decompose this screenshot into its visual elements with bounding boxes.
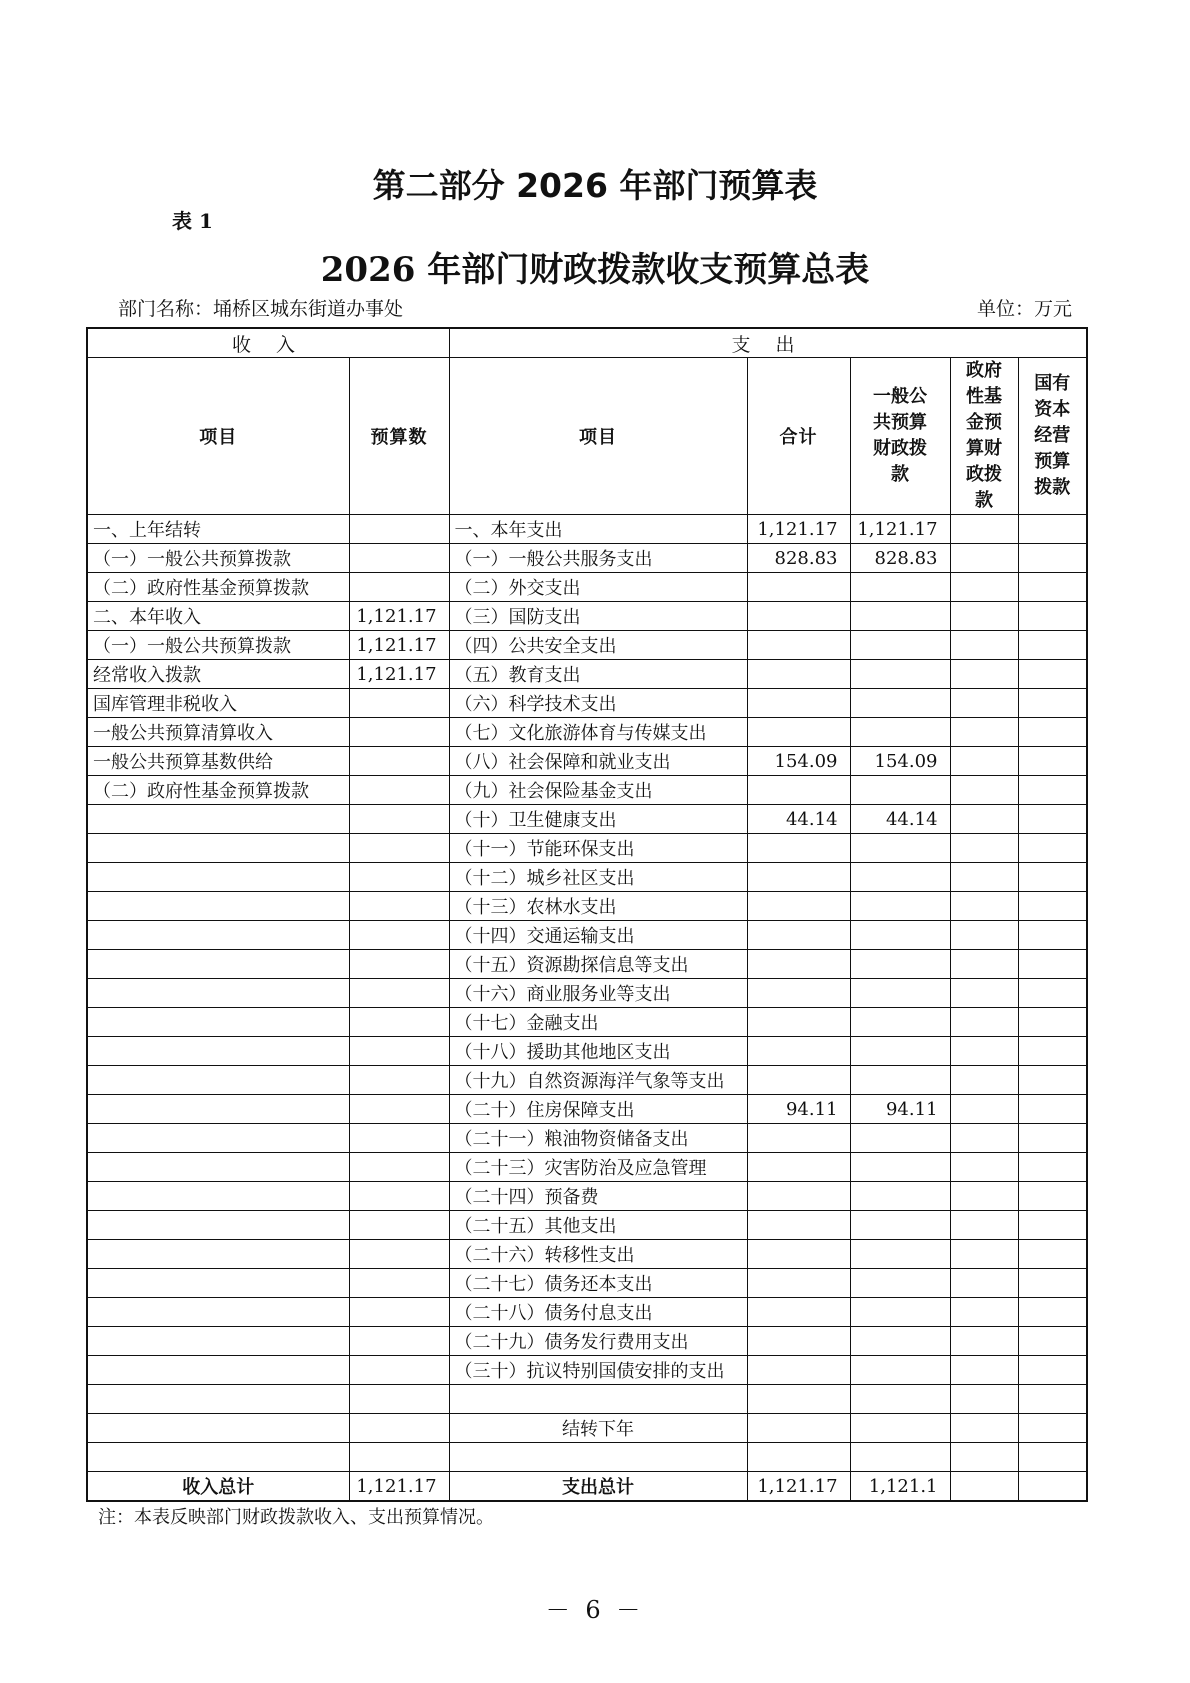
table-row	[87, 863, 1087, 892]
gov-fund-cell	[950, 1037, 1018, 1066]
income-value-cell	[349, 573, 449, 602]
income-item-cell	[87, 834, 349, 863]
expense-total-cell: 154.09	[747, 747, 850, 776]
table-row	[87, 1211, 1087, 1240]
state-capital-cell	[1018, 1443, 1087, 1472]
state-capital-cell	[1018, 1124, 1087, 1153]
table-row	[87, 1240, 1087, 1269]
expense-total-cell	[747, 1385, 850, 1414]
expense-general-cell	[850, 979, 950, 1008]
expense-item-header: 项目	[449, 358, 747, 515]
expense-general-cell	[850, 1327, 950, 1356]
income-item-cell	[87, 979, 349, 1008]
totals-row	[87, 1472, 1087, 1502]
expense-total-cell	[747, 1414, 850, 1443]
expense-general-cell	[850, 1298, 950, 1327]
state-capital-cell	[1018, 718, 1087, 747]
table-row	[87, 1153, 1087, 1182]
table-row	[87, 747, 1087, 776]
expense-general-cell	[850, 573, 950, 602]
expense-total-cell	[747, 1298, 850, 1327]
expense-item-cell: （十六）商业服务业等支出	[449, 979, 747, 1008]
state-capital-cell	[1018, 747, 1087, 776]
income-value-cell	[349, 1153, 449, 1182]
income-item-cell: （二）政府性基金预算拨款	[87, 573, 349, 602]
income-value-cell	[349, 1385, 449, 1414]
expense-general-cell	[850, 892, 950, 921]
expense-item-cell: （二十五）其他支出	[449, 1211, 747, 1240]
unit-label: 单位：万元	[976, 298, 1072, 320]
expense-total-cell	[747, 1269, 850, 1298]
gov-fund-cell	[950, 1443, 1018, 1472]
gov-fund-cell	[950, 1066, 1018, 1095]
expense-item-cell: （二十）住房保障支出	[449, 1095, 747, 1124]
income-value-cell	[349, 1211, 449, 1240]
income-value-cell	[349, 1095, 449, 1124]
expense-total-cell	[747, 1182, 850, 1211]
gov-fund-cell	[950, 805, 1018, 834]
expense-header: 支 出	[449, 328, 1087, 358]
gov-fund-cell	[950, 1095, 1018, 1124]
table-row	[87, 718, 1087, 747]
income-value-cell	[349, 1327, 449, 1356]
table-row	[87, 631, 1087, 660]
income-value-cell	[349, 1269, 449, 1298]
expense-general-cell	[850, 1066, 950, 1095]
state-capital-cell	[1018, 1385, 1087, 1414]
expense-item-cell: （二十三）灾害防治及应急管理	[449, 1153, 747, 1182]
state-capital-cell	[1018, 892, 1087, 921]
income-item-cell: （一）一般公共预算拨款	[87, 631, 349, 660]
expense-total-cell	[747, 660, 850, 689]
expense-item-cell: （十）卫生健康支出	[449, 805, 747, 834]
expense-general-cell	[850, 1008, 950, 1037]
income-value-cell: 1,121.17	[349, 660, 449, 689]
expense-total-cell	[747, 950, 850, 979]
gov-fund-cell	[950, 1298, 1018, 1327]
table-row	[87, 602, 1087, 631]
income-item-cell	[87, 950, 349, 979]
table-row	[87, 1356, 1087, 1385]
state-capital-cell	[1018, 834, 1087, 863]
income-item-cell	[87, 1327, 349, 1356]
expense-general-cell	[850, 1153, 950, 1182]
state-capital-cell	[1018, 631, 1087, 660]
expense-total-cell	[747, 718, 850, 747]
expense-item-cell: （七）文化旅游体育与传媒支出	[449, 718, 747, 747]
income-item-cell	[87, 1095, 349, 1124]
expense-total-cell: 828.83	[747, 544, 850, 573]
gov-fund-cell	[950, 1356, 1018, 1385]
gov-fund-cell	[950, 979, 1018, 1008]
expense-total-cell	[747, 689, 850, 718]
income-value-cell	[349, 718, 449, 747]
expense-general-cell: 828.83	[850, 544, 950, 573]
expense-item-cell: （二十七）债务还本支出	[449, 1269, 747, 1298]
income-header: 收 入	[87, 328, 449, 358]
income-item-cell: 一、上年结转	[87, 515, 349, 544]
expense-general-cell	[850, 1240, 950, 1269]
income-value-cell	[349, 689, 449, 718]
expense-total-cell	[747, 602, 850, 631]
income-value-cell	[349, 1008, 449, 1037]
expense-total-cell	[747, 1443, 850, 1472]
gov-fund-cell	[950, 834, 1018, 863]
income-value-cell	[349, 747, 449, 776]
expense-general-cell	[850, 718, 950, 747]
expense-general-cell	[850, 1211, 950, 1240]
income-item-cell	[87, 892, 349, 921]
table-row	[87, 1124, 1087, 1153]
income-value-cell	[349, 515, 449, 544]
income-item-cell	[87, 863, 349, 892]
state-capital-cell	[1018, 921, 1087, 950]
gov-fund-cell	[950, 1385, 1018, 1414]
expense-general-cell	[850, 863, 950, 892]
expense-total-label: 支出总计	[449, 1472, 747, 1502]
income-value-cell	[349, 892, 449, 921]
state-capital-cell	[1018, 544, 1087, 573]
gov-fund-cell	[950, 776, 1018, 805]
table-number: 表 1	[172, 209, 213, 233]
table-row	[87, 892, 1087, 921]
income-item-cell	[87, 1298, 349, 1327]
expense-total-cell	[747, 1240, 850, 1269]
income-total-value: 1,121.17	[349, 1472, 449, 1502]
expense-item-cell: （十三）农林水支出	[449, 892, 747, 921]
expense-total-cell	[747, 863, 850, 892]
state-capital-cell	[1018, 1240, 1087, 1269]
state-capital-cell	[1018, 515, 1087, 544]
state-capital-cell	[1018, 1095, 1087, 1124]
expense-item-cell: （二十四）预备费	[449, 1182, 747, 1211]
table-row	[87, 1414, 1087, 1443]
income-value-cell	[349, 1037, 449, 1066]
table-row	[87, 1327, 1087, 1356]
gov-fund-cell	[950, 1240, 1018, 1269]
expense-general-cell	[850, 1124, 950, 1153]
expense-item-cell: （十一）节能环保支出	[449, 834, 747, 863]
income-item-cell	[87, 1240, 349, 1269]
table-row	[87, 1008, 1087, 1037]
gov-fund-cell	[950, 631, 1018, 660]
table-row	[87, 1443, 1087, 1472]
table-row	[87, 834, 1087, 863]
state-capital-cell	[1018, 1037, 1087, 1066]
income-item-header: 项目	[87, 358, 349, 515]
income-item-cell: 一般公共预算基数供给	[87, 747, 349, 776]
expense-general-cell	[850, 602, 950, 631]
expense-general-cell	[850, 1182, 950, 1211]
income-value-cell	[349, 950, 449, 979]
expense-item-cell: （十七）金融支出	[449, 1008, 747, 1037]
table-row	[87, 1298, 1087, 1327]
income-value-cell	[349, 805, 449, 834]
gov-fund-cell	[950, 515, 1018, 544]
gov-fund-cell	[950, 544, 1018, 573]
gov-fund-cell	[950, 892, 1018, 921]
table-row	[87, 805, 1087, 834]
income-item-cell	[87, 1008, 349, 1037]
gov-fund-cell	[950, 1008, 1018, 1037]
table-row	[87, 950, 1087, 979]
expense-item-cell: （四）公共安全支出	[449, 631, 747, 660]
expense-general-cell	[850, 1356, 950, 1385]
table-row	[87, 1095, 1087, 1124]
expense-general-cell	[850, 921, 950, 950]
expense-general-cell	[850, 1443, 950, 1472]
state-capital-cell	[1018, 1182, 1087, 1211]
income-budget-header: 预算数	[349, 358, 449, 515]
expense-item-cell: （十九）自然资源海洋气象等支出	[449, 1066, 747, 1095]
gov-fund-header: 政府性基金预算财政拨款	[950, 358, 1018, 515]
income-value-cell	[349, 1414, 449, 1443]
state-capital-cell	[1018, 950, 1087, 979]
gov-fund-cell	[950, 1327, 1018, 1356]
income-item-cell: （一）一般公共预算拨款	[87, 544, 349, 573]
expense-general-cell	[850, 660, 950, 689]
gov-fund-cell	[950, 921, 1018, 950]
expense-total-cell: 44.14	[747, 805, 850, 834]
table-row	[87, 1385, 1087, 1414]
expense-item-cell: （二十六）转移性支出	[449, 1240, 747, 1269]
state-capital-cell	[1018, 776, 1087, 805]
state-capital-cell	[1018, 602, 1087, 631]
state-capital-cell	[1018, 573, 1087, 602]
income-item-cell: 一般公共预算清算收入	[87, 718, 349, 747]
income-item-cell	[87, 1414, 349, 1443]
expense-item-cell: （二十一）粮油物资储备支出	[449, 1124, 747, 1153]
income-item-cell: （二）政府性基金预算拨款	[87, 776, 349, 805]
expense-total-cell	[747, 892, 850, 921]
income-value-cell: 1,121.17	[349, 631, 449, 660]
expense-general-cell: 44.14	[850, 805, 950, 834]
state-capital-cell	[1018, 660, 1087, 689]
expense-general-cell: 154.09	[850, 747, 950, 776]
income-item-cell: 二、本年收入	[87, 602, 349, 631]
expense-general-cell: 1,121.17	[850, 515, 950, 544]
state-capital-cell	[1018, 979, 1087, 1008]
state-capital-cell	[1018, 1414, 1087, 1443]
table-note: 注：本表反映部门财政拨款收入、支出预算情况。	[98, 1507, 494, 1528]
income-value-cell	[349, 921, 449, 950]
income-item-cell	[87, 1385, 349, 1414]
income-value-cell	[349, 863, 449, 892]
table-row	[87, 1182, 1087, 1211]
state-capital-cell	[1018, 1153, 1087, 1182]
expense-general-cell	[850, 1037, 950, 1066]
expense-general-cell	[850, 631, 950, 660]
income-item-cell	[87, 1153, 349, 1182]
expense-total-cell	[747, 1124, 850, 1153]
table-row	[87, 1066, 1087, 1095]
table-row	[87, 515, 1087, 544]
expense-item-cell: 一、本年支出	[449, 515, 747, 544]
income-item-cell	[87, 1443, 349, 1472]
expense-general-cell	[850, 950, 950, 979]
expense-total-cell	[747, 834, 850, 863]
income-value-cell	[349, 1443, 449, 1472]
expense-total-cell	[747, 1066, 850, 1095]
expense-total-cell	[747, 1327, 850, 1356]
gov-fund-total-cell	[950, 1472, 1018, 1502]
expense-item-cell: （五）教育支出	[449, 660, 747, 689]
gov-fund-cell	[950, 863, 1018, 892]
gov-fund-cell	[950, 602, 1018, 631]
state-capital-cell	[1018, 1298, 1087, 1327]
expense-item-cell	[449, 1443, 747, 1472]
gov-fund-cell	[950, 1269, 1018, 1298]
state-capital-cell	[1018, 863, 1087, 892]
income-value-cell: 1,121.17	[349, 602, 449, 631]
table-row	[87, 544, 1087, 573]
state-capital-total-cell	[1018, 1472, 1087, 1502]
table-row	[87, 1269, 1087, 1298]
part-title: 第二部分 2026 年部门预算表	[372, 166, 818, 205]
expense-total-value: 1,121.17	[747, 1472, 850, 1502]
income-value-cell	[349, 1066, 449, 1095]
expense-general-cell	[850, 689, 950, 718]
gov-fund-cell	[950, 1211, 1018, 1240]
expense-item-cell: （六）科学技术支出	[449, 689, 747, 718]
income-value-cell	[349, 1124, 449, 1153]
table-row	[87, 660, 1087, 689]
income-item-cell	[87, 1182, 349, 1211]
expense-item-cell: （三十）抗议特别国债安排的支出	[449, 1356, 747, 1385]
income-value-cell	[349, 979, 449, 1008]
expense-total-cell	[747, 573, 850, 602]
table-row	[87, 573, 1087, 602]
gov-fund-cell	[950, 1414, 1018, 1443]
table-row	[87, 979, 1087, 1008]
expense-general-cell	[850, 1269, 950, 1298]
income-item-cell	[87, 1211, 349, 1240]
gov-fund-cell	[950, 1182, 1018, 1211]
income-item-cell: 经常收入拨款	[87, 660, 349, 689]
expense-total-cell	[747, 1037, 850, 1066]
income-item-cell	[87, 805, 349, 834]
expense-total-header: 合计	[747, 358, 850, 515]
state-capital-cell	[1018, 1327, 1087, 1356]
expense-general-cell	[850, 834, 950, 863]
expense-total-cell	[747, 1211, 850, 1240]
income-value-cell	[349, 1240, 449, 1269]
page-number: － 6 －	[545, 1596, 645, 1624]
expense-general-total-value: 1,121.1	[850, 1472, 950, 1502]
expense-item-cell: （八）社会保障和就业支出	[449, 747, 747, 776]
expense-total-cell	[747, 979, 850, 1008]
income-value-cell	[349, 776, 449, 805]
gov-fund-cell	[950, 950, 1018, 979]
income-item-cell	[87, 1037, 349, 1066]
expense-item-cell: 结转下年	[449, 1414, 747, 1443]
expense-item-cell: （九）社会保险基金支出	[449, 776, 747, 805]
income-item-cell: 国库管理非税收入	[87, 689, 349, 718]
department-name: 部门名称：埇桥区城东街道办事处	[118, 298, 404, 320]
state-capital-cell	[1018, 1008, 1087, 1037]
income-item-cell	[87, 921, 349, 950]
expense-total-cell: 94.11	[747, 1095, 850, 1124]
gov-fund-cell	[950, 747, 1018, 776]
expense-item-cell: （一）一般公共服务支出	[449, 544, 747, 573]
gov-fund-cell	[950, 718, 1018, 747]
gov-fund-cell	[950, 1153, 1018, 1182]
expense-item-cell: （二十八）债务付息支出	[449, 1298, 747, 1327]
state-capital-header: 国有资本经营预算拨款	[1018, 358, 1087, 515]
state-capital-cell	[1018, 689, 1087, 718]
table-title: 2026 年部门财政拨款收支预算总表	[320, 250, 870, 290]
expense-item-cell: （十二）城乡社区支出	[449, 863, 747, 892]
state-capital-cell	[1018, 1356, 1087, 1385]
income-item-cell	[87, 1269, 349, 1298]
income-item-cell	[87, 1066, 349, 1095]
expense-item-cell	[449, 1385, 747, 1414]
table-row	[87, 776, 1087, 805]
gov-fund-cell	[950, 689, 1018, 718]
income-item-cell	[87, 1124, 349, 1153]
expense-item-cell: （二十九）债务发行费用支出	[449, 1327, 747, 1356]
income-item-cell	[87, 1356, 349, 1385]
table-row	[87, 689, 1087, 718]
income-value-cell	[349, 1182, 449, 1211]
expense-general-cell	[850, 1414, 950, 1443]
expense-total-cell	[747, 1008, 850, 1037]
state-capital-cell	[1018, 1066, 1087, 1095]
expense-item-cell: （三）国防支出	[449, 602, 747, 631]
income-total-label: 收入总计	[87, 1472, 349, 1502]
expense-item-cell: （十四）交通运输支出	[449, 921, 747, 950]
expense-general-cell	[850, 776, 950, 805]
income-value-cell	[349, 1356, 449, 1385]
expense-total-cell	[747, 1356, 850, 1385]
expense-item-cell: （十五）资源勘探信息等支出	[449, 950, 747, 979]
expense-item-cell: （二）外交支出	[449, 573, 747, 602]
general-budget-header: 一般公共预算财政拨款	[850, 358, 950, 515]
expense-total-cell	[747, 921, 850, 950]
expense-total-cell	[747, 631, 850, 660]
budget-table	[86, 327, 1088, 1502]
expense-general-cell	[850, 1385, 950, 1414]
income-value-cell	[349, 544, 449, 573]
expense-total-cell: 1,121.17	[747, 515, 850, 544]
expense-total-cell	[747, 1153, 850, 1182]
expense-item-cell: （十八）援助其他地区支出	[449, 1037, 747, 1066]
table-row	[87, 921, 1087, 950]
expense-general-cell: 94.11	[850, 1095, 950, 1124]
table-row	[87, 1037, 1087, 1066]
income-value-cell	[349, 834, 449, 863]
state-capital-cell	[1018, 1269, 1087, 1298]
state-capital-cell	[1018, 805, 1087, 834]
state-capital-cell	[1018, 1211, 1087, 1240]
gov-fund-cell	[950, 573, 1018, 602]
gov-fund-cell	[950, 1124, 1018, 1153]
income-value-cell	[349, 1298, 449, 1327]
expense-total-cell	[747, 776, 850, 805]
gov-fund-cell	[950, 660, 1018, 689]
